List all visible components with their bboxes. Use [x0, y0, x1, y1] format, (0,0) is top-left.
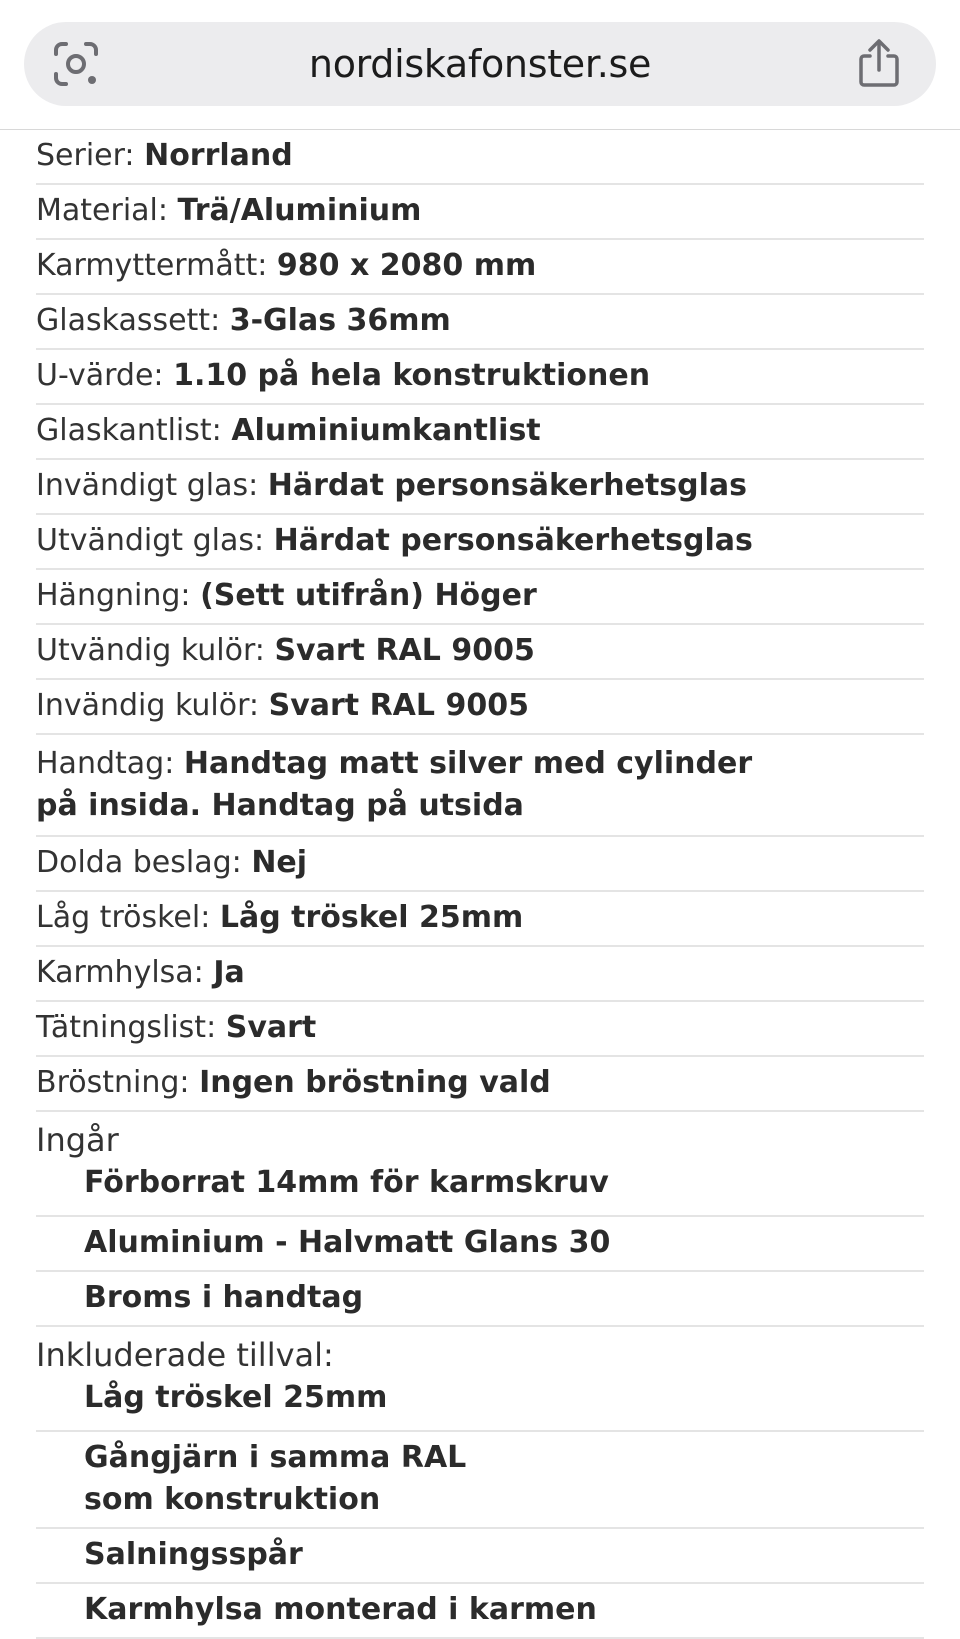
- product-spec-list: [36, 130, 924, 1639]
- spec-label: Dolda beslag:: [36, 845, 242, 880]
- spec-value: Härdat personsäkerhetsglas: [267, 468, 748, 503]
- spec-row-invandig-kulor: [36, 680, 924, 735]
- spec-label: Invändigt glas:: [36, 468, 259, 503]
- spec-row-utvandigt-glas: [36, 515, 924, 570]
- spec-label: Utvändigt glas:: [36, 523, 265, 558]
- spec-label: Karmyttermått:: [36, 248, 268, 283]
- url-text[interactable]: nordiskafonster.se: [308, 42, 652, 86]
- spec-value: Ingen bröstning vald: [199, 1065, 551, 1100]
- option-item: Låg tröskel 25mm: [36, 1377, 924, 1432]
- spec-row-utvandig-kulor: [36, 625, 924, 680]
- spec-value: Aluminiumkantlist: [231, 413, 541, 448]
- spec-value: Låg tröskel 25mm: [219, 900, 524, 935]
- spec-row-tatningslist: [36, 1002, 924, 1057]
- spec-value: Svart RAL 9005: [268, 688, 529, 723]
- spec-value: Norrland: [144, 138, 293, 173]
- spec-label: Glaskantlist:: [36, 413, 222, 448]
- spec-label: U-värde:: [36, 358, 164, 393]
- spec-row-brostning: [36, 1057, 924, 1112]
- spec-row-hangning: [36, 570, 924, 625]
- spec-value: 3-Glas 36mm: [229, 303, 451, 338]
- included-heading: Ingår: [36, 1121, 119, 1159]
- share-icon[interactable]: [856, 38, 902, 88]
- spec-label: Bröstning:: [36, 1065, 190, 1100]
- spec-value: Svart: [225, 1010, 317, 1045]
- spec-label: Glaskassett:: [36, 303, 221, 338]
- spec-row-material: [36, 185, 924, 240]
- spec-label: Hängning:: [36, 578, 191, 613]
- spec-label: Invändig kulör:: [36, 688, 260, 723]
- spec-label: Handtag:: [36, 746, 175, 781]
- spec-value: 1.10 på hela konstruktionen: [173, 358, 651, 393]
- spec-value: Nej: [251, 845, 308, 880]
- spec-value: Handtag matt silver med cylinder på insida. Handtag på utsida: [36, 746, 753, 823]
- spec-row-serier: [36, 130, 924, 185]
- spec-value: Trä/Aluminium: [177, 193, 422, 228]
- spec-row-handtag: [36, 735, 924, 837]
- spec-label: Låg tröskel:: [36, 900, 211, 935]
- option-item: Karmhylsa monterad i karmen: [36, 1584, 924, 1639]
- spec-row-invandigt-glas: [36, 460, 924, 515]
- spec-row-karmyttermatt: [36, 240, 924, 295]
- options-heading: Inkluderade tillval:: [36, 1336, 334, 1374]
- spec-value: Svart RAL 9005: [274, 633, 535, 668]
- option-item: Gångjärn i samma RAL som konstruktion: [36, 1432, 924, 1529]
- option-item: Salningsspår: [36, 1529, 924, 1584]
- spec-label: Utvändig kulör:: [36, 633, 265, 668]
- spec-row-dolda-beslag: [36, 837, 924, 892]
- included-item: Aluminium - Halvmatt Glans 30: [36, 1217, 924, 1272]
- included-item: Broms i handtag: [36, 1272, 924, 1327]
- spec-value: Ja: [213, 955, 245, 990]
- address-bar[interactable]: [24, 22, 936, 106]
- spec-label: Serier:: [36, 138, 135, 173]
- spec-label: Tätningslist:: [36, 1010, 217, 1045]
- included-item: Förborrat 14mm för karmskruv: [36, 1162, 924, 1217]
- spec-row-glaskassett: [36, 295, 924, 350]
- spec-row-glaskantlist: [36, 405, 924, 460]
- browser-top-bar: [0, 0, 960, 130]
- spec-value: 980 x 2080 mm: [276, 248, 537, 283]
- spec-value: (Sett utifrån) Höger: [200, 578, 537, 613]
- spec-label: Karmhylsa:: [36, 955, 204, 990]
- spec-value: Härdat personsäkerhetsglas: [273, 523, 753, 558]
- spec-row-u-varde: [36, 350, 924, 405]
- spec-row-karmhylsa: [36, 947, 924, 1002]
- spec-label: Material:: [36, 193, 168, 228]
- spec-row-lag-troskel: [36, 892, 924, 947]
